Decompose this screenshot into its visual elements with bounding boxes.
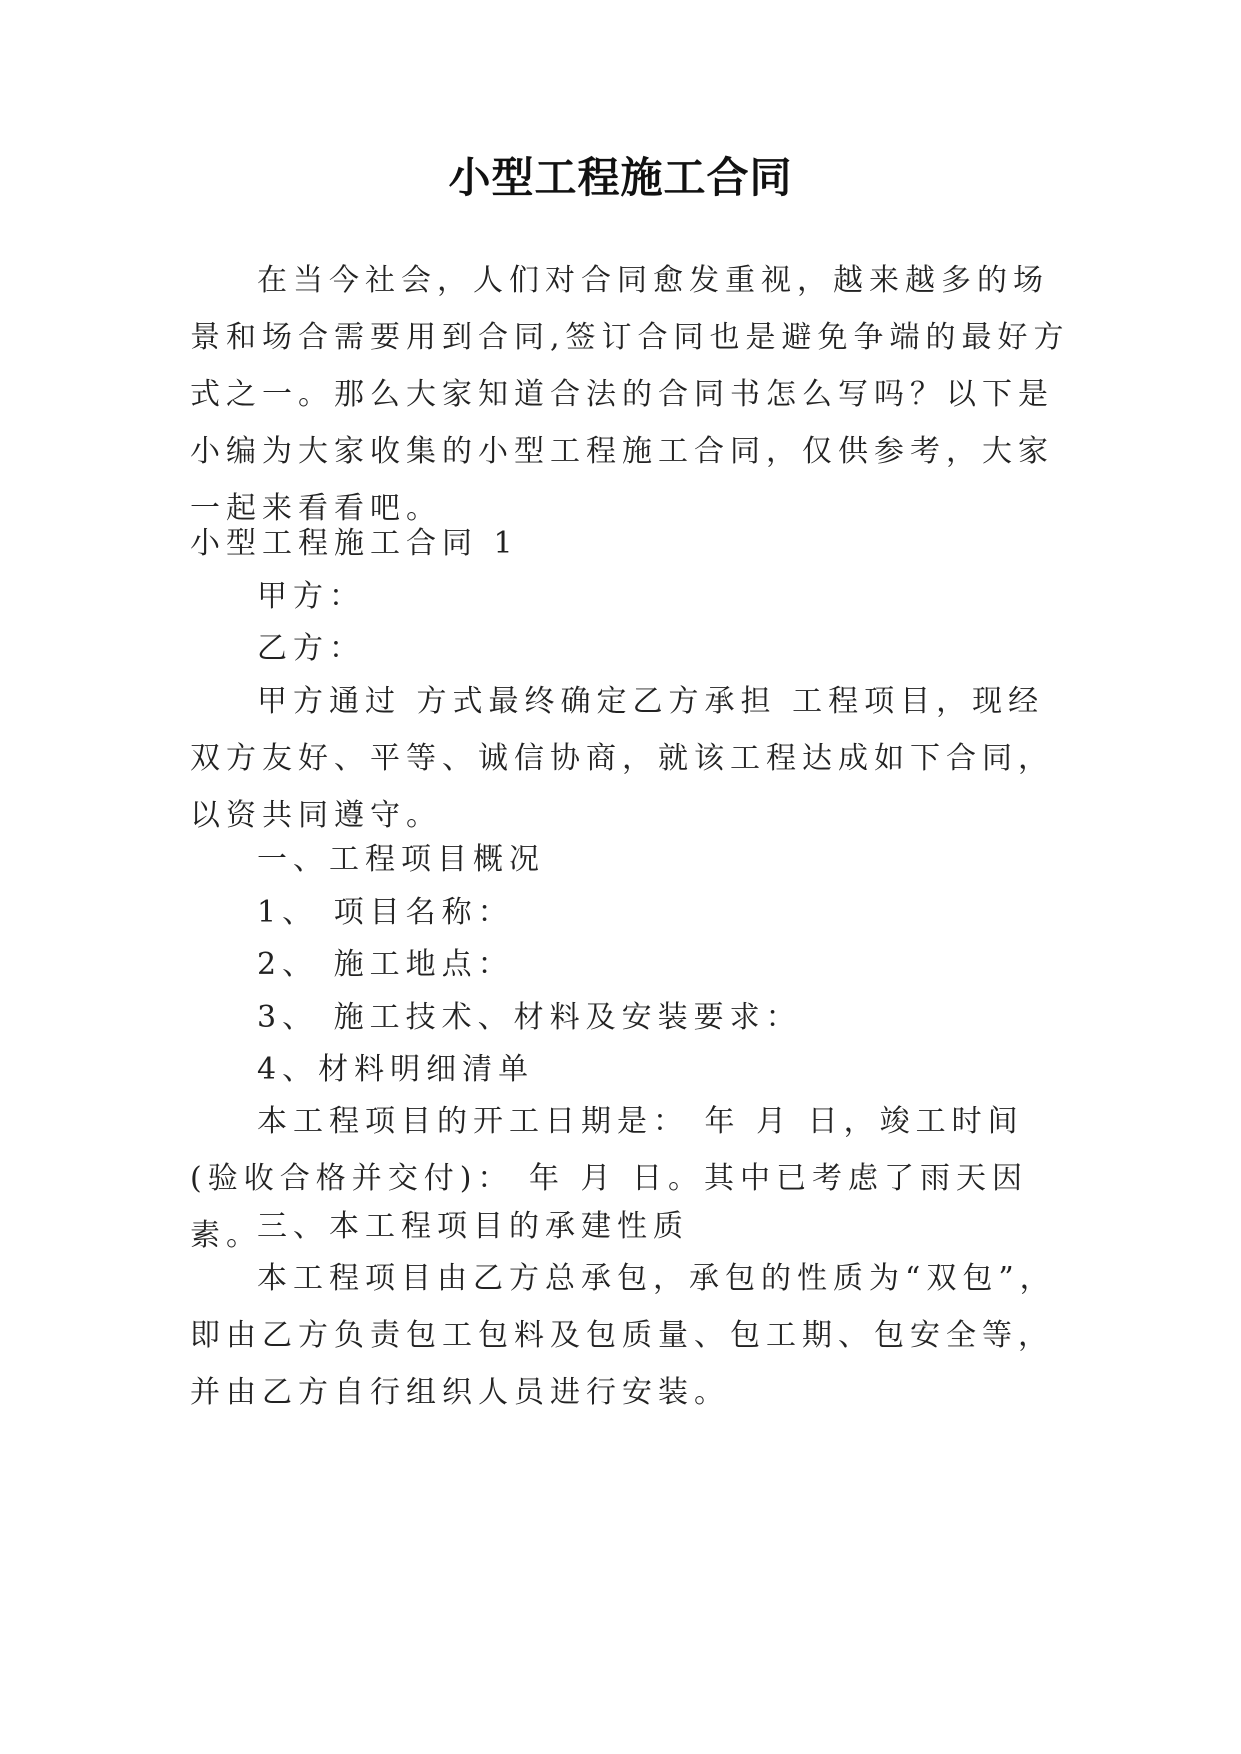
item-technical-requirements: 3、 施工技术、材料及安装要求： (257, 1000, 802, 1035)
heading-construction-nature: 三、本工程项目的承建性质 (257, 1209, 689, 1244)
document-title: 小型工程施工合同 (448, 153, 793, 202)
party-b-label: 乙方： (257, 631, 365, 666)
agreement-paragraph-block (190, 673, 1070, 844)
intro-paragraph-block (190, 252, 1070, 537)
item-project-name: 1、 项目名称： (257, 895, 514, 930)
section-heading: 小型工程施工合同 1 (190, 526, 519, 561)
item-materials-list: 4、材料明细清单 (257, 1052, 535, 1087)
intro-paragraph: 在当今社会，人们对合同愈发重视，越来越多的场景和场合需要用到合同,签订合同也是避免争端的最好方式之一。那么大家知道合法的合同书怎么写吗？以下是小编为大家收集的小型工程施工合同，仅供参考，大家一起来看看吧。 (190, 263, 1070, 526)
dates-paragraph: 本工程项目的开工日期是： 年 月 日，竣工时间(验收合格并交付)： 年 月 日。其中已考虑了雨天因素。 (190, 1104, 1029, 1253)
agreement-paragraph: 甲方通过 方式最终确定乙方承担 工程项目，现经双方友好、平等、诚信协商，就该工程达成如下合同，以资共同遵守。 (190, 684, 1054, 833)
nature-paragraph: 本工程项目由乙方总承包，承包的性质为“双包”，即由乙方负责包工包料及包质量、包工期、包安全等，并由乙方自行组织人员进行安装。 (190, 1261, 1056, 1410)
heading-project-overview: 一、工程项目概况 (257, 842, 545, 877)
item-construction-site: 2、 施工地点： (257, 947, 514, 982)
party-a-label: 甲方： (257, 579, 365, 614)
nature-paragraph-block (190, 1250, 1070, 1421)
